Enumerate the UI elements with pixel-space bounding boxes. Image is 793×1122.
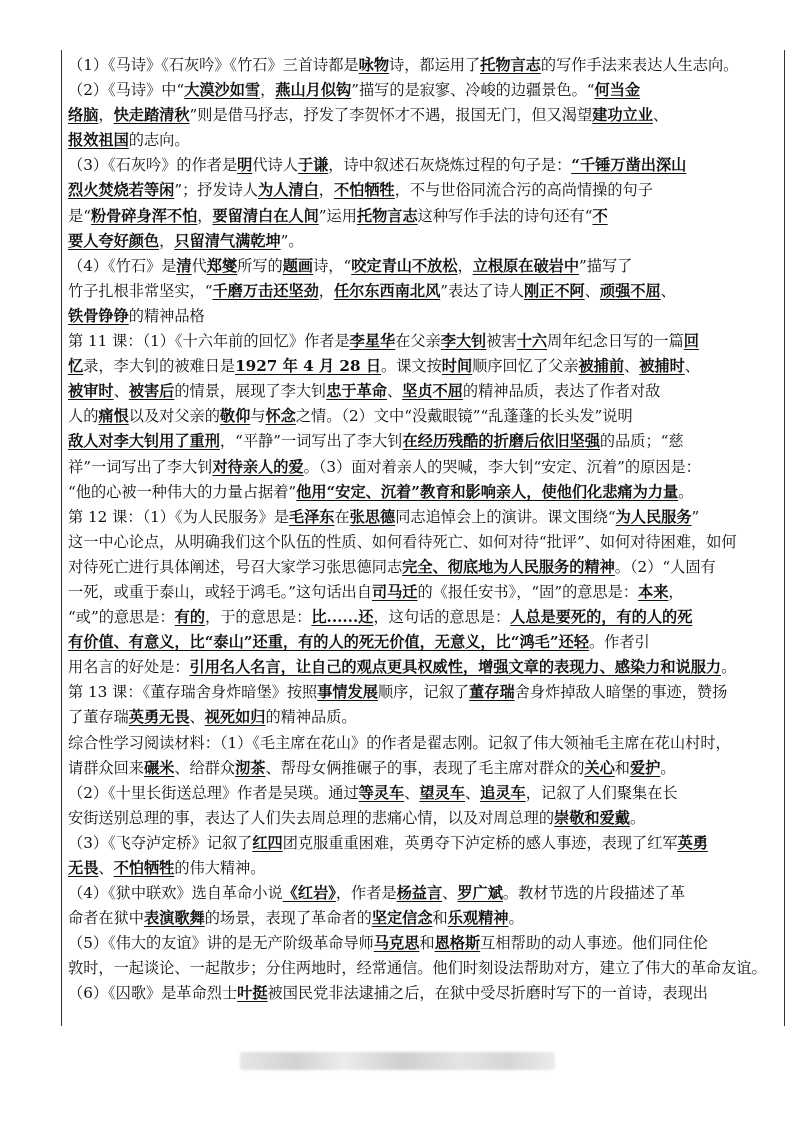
answer-blank: 烈火焚烧若等闲 [68, 181, 175, 200]
answer-blank: 完全、彻底地为人民服务的精神 [402, 557, 615, 576]
text-line [68, 254, 778, 279]
text-line [68, 379, 778, 404]
answer-blank: 托物言志 [356, 206, 418, 225]
text-segment: 、 [652, 106, 669, 125]
answer-blank: 他用“安定、沉着”教育和影响亲人，使他们化悲痛为力量 [296, 482, 679, 501]
text-line [68, 906, 778, 931]
text-line [68, 354, 778, 379]
answer-blank: 铁骨铮铮 [68, 306, 129, 325]
text-segment: 录，李大钊的被难日是 [83, 357, 236, 376]
text-segment: 用名言的好处是： [68, 658, 190, 677]
text-segment: 与 [250, 407, 266, 426]
text-segment: 安街送别总理的事，表达了人们失去周总理的悲痛心情，以及对周总理的 [68, 808, 554, 827]
text-segment: 请群众回来 [68, 758, 144, 777]
text-segment: 、 [624, 357, 640, 376]
text-segment: ，“平静”一词写出了李大钊 [219, 432, 403, 451]
text-line [68, 856, 778, 881]
text-segment: （5）《伟大的友谊》讲的是无产阶级革命导师 [68, 934, 374, 953]
text-segment: ， [457, 256, 473, 275]
text-line [68, 153, 778, 178]
text-line [68, 103, 778, 128]
text-segment: 的《报任安书》，“固”的意思是： [417, 582, 639, 601]
answer-blank: 咬定青山不放松 [351, 256, 458, 275]
text-segment: 祥”一词写出了李大钊 [68, 457, 213, 476]
answer-blank: 恩格斯 [434, 934, 481, 953]
answer-blank: 表演歌舞 [143, 909, 205, 928]
text-line [68, 731, 778, 756]
answer-blank: 十六 [516, 332, 548, 351]
text-segment: 。 [721, 658, 737, 677]
answer-blank: 不怕牺牲 [113, 859, 175, 877]
text-segment: 顺序回忆了父亲 [472, 357, 579, 376]
text-segment: 和 [419, 934, 435, 953]
answer-blank: 爱护 [629, 758, 661, 777]
text-segment: ，于的意思是： [205, 608, 312, 627]
text-segment: 代诗人 [252, 156, 298, 175]
text-segment: 第 13 课： [68, 683, 143, 702]
answer-blank: 叶挺 [237, 984, 268, 1003]
answer-blank: 事情发展 [317, 683, 378, 702]
answer-blank: 罗广斌 [457, 884, 503, 903]
answer-blank: 乐观精神 [447, 909, 509, 928]
worksheet-text [62, 50, 784, 1007]
text-segment: ， [159, 231, 175, 250]
answer-blank: 任尔东西南北风 [333, 281, 441, 300]
text-segment: 。 [678, 482, 694, 501]
text-segment: 、给群众 [174, 758, 236, 777]
text-segment: 第 12 课： [68, 507, 143, 526]
answer-blank: 碾米 [143, 758, 175, 777]
answer-blank: 被捕前 [578, 357, 625, 376]
text-line [68, 404, 778, 429]
answer-blank: 粉骨碎身浑不怕 [90, 206, 198, 225]
text-segment: 了董存瑞 [68, 708, 129, 727]
answer-blank: 咏物 [358, 56, 389, 74]
text-segment: 的写作手法来表达人生志向。 [540, 56, 739, 74]
text-segment: 一死，或重于泰山，或轻于鸿毛。”这句话出自 [68, 582, 372, 601]
text-segment: （1）《为人民服务》是 [142, 507, 289, 526]
text-segment: （4）《竹石》是 [68, 256, 177, 275]
answer-blank: 英勇 [677, 833, 708, 852]
text-segment: 对待死亡进行具体阐述，号召大家学习张思德同志 [68, 557, 403, 576]
text-segment: 、 [386, 382, 403, 401]
text-segment: 在 [334, 507, 350, 526]
answer-blank: 于谦 [297, 156, 329, 175]
text-segment: ”表达了诗人 [440, 281, 524, 300]
text-segment: ，诗中叙述石灰烧炼过程的句子是： [328, 156, 572, 175]
text-line [68, 580, 778, 605]
answer-blank: 立根原在破岩中 [472, 256, 580, 275]
text-segment: 是“ [68, 206, 91, 225]
answer-blank: 为人民服务 [615, 507, 692, 526]
text-segment: 竹子扎根非常坚实，“ [68, 281, 213, 300]
answer-blank: 被捕时 [639, 357, 685, 376]
answer-blank: 望灵车 [419, 783, 465, 802]
text-segment: 、 [189, 708, 205, 727]
text-segment: 、 [464, 783, 481, 802]
text-segment: 的精神品格 [128, 306, 205, 325]
answer-blank: 忠于革命 [326, 382, 387, 401]
answer-blank: 快走踏清秋 [113, 106, 190, 125]
text-segment: 。作者引 [588, 633, 650, 652]
text-line [68, 605, 778, 630]
answer-blank: 郑燮 [206, 256, 238, 275]
answer-blank: 回 [683, 332, 699, 351]
answer-blank: 张思德 [349, 507, 396, 526]
answer-blank: 司马迁 [371, 582, 418, 601]
answer-blank: 有的 [174, 608, 206, 627]
answer-blank: 红四 [252, 833, 283, 852]
text-line [68, 204, 778, 229]
text-segment: 以及对父亲的 [128, 407, 220, 426]
answer-blank: 敬仰 [219, 407, 251, 426]
answer-blank: 坚贞不屈 [402, 382, 463, 401]
text-segment: 所写的 [237, 256, 283, 275]
answer-blank: 在经历残酷的折磨后依旧坚强 [402, 432, 600, 451]
text-line [68, 555, 778, 580]
text-segment: 被害 [486, 332, 517, 351]
text-line [68, 630, 778, 655]
text-segment: ， [318, 281, 334, 300]
text-line [68, 981, 778, 1006]
answer-blank: 李星华 [349, 332, 396, 351]
text-segment: ， [197, 206, 213, 225]
answer-blank: “千锤万凿出深山 [571, 156, 687, 175]
text-segment: ”。 [280, 231, 304, 250]
answer-blank: 比......还 [311, 608, 374, 627]
answer-blank: 清 [176, 256, 192, 275]
text-segment: 同志追悼会上的演讲。课文围绕“ [395, 507, 616, 526]
text-segment: 和 [432, 909, 448, 928]
text-segment: 。 [660, 758, 676, 777]
text-segment: 这种写作手法的诗句还有“ [417, 206, 593, 225]
text-segment: 命者在狱中 [68, 909, 144, 928]
text-segment: 、 [113, 382, 129, 401]
text-segment: 。 [629, 808, 646, 827]
text-segment: 。教材节选的片段描述了革 [502, 884, 686, 903]
text-segment: ， [260, 81, 276, 100]
text-segment: ，这句话的意思是： [373, 608, 511, 627]
answer-blank: 被审时 [68, 382, 114, 401]
text-segment: 的伟大精神。 [174, 859, 266, 877]
text-segment: ， [668, 582, 684, 601]
answer-blank: 只留清气满乾坤 [174, 231, 281, 250]
answer-blank: 马克思 [373, 934, 420, 953]
answer-blank: 1927 年 4 月 28 日 [235, 357, 382, 376]
answer-blank: 被害后 [128, 382, 175, 401]
answer-blank: 关心 [584, 758, 615, 777]
text-segment: 舍身炸掉敌人暗堡的事迹，赞扬 [514, 683, 728, 702]
answer-blank: 明 [237, 156, 253, 175]
text-segment: （3）《石灰吟》的作者是 [68, 156, 238, 175]
text-segment: ，作者是 [335, 884, 397, 903]
answer-blank: 杨益言 [396, 884, 443, 903]
answer-blank: 追灵车 [480, 783, 526, 802]
answer-blank: 托物言志 [480, 56, 541, 74]
answer-blank: 不怕牺牲 [333, 181, 395, 200]
answer-blank: 燕山月似钩 [275, 81, 352, 100]
text-line [68, 455, 778, 480]
text-segment: 这一中心论点，从明确我们这个队伍的性质、如何看待死亡、如何对待“批评”、如何对待困难，如何 [68, 532, 737, 551]
text-line [68, 429, 778, 454]
answer-blank: 沏茶 [235, 758, 266, 777]
text-segment: ”运用 [318, 206, 357, 225]
text-segment: 的精神品质。 [265, 708, 357, 727]
answer-blank: 《红岩》 [282, 884, 336, 903]
text-line [68, 229, 778, 254]
answer-blank: 敌人对李大钊用了重刑 [68, 432, 220, 451]
text-segment: （2）《马诗》中“ [68, 81, 185, 100]
text-segment: “他的心被一种伟大的力量占据着” [68, 482, 297, 501]
answer-blank: 何当金 [594, 81, 641, 100]
text-segment: 互相帮助的动人事迹。他们同住伦 [480, 934, 708, 953]
text-line [68, 705, 778, 730]
text-line [68, 881, 778, 906]
text-segment: （2）《十里长街送总理》作者是吴瑛。通过 [68, 783, 359, 802]
answer-blank: 人总是要死的，有的人的死 [510, 608, 693, 627]
text-segment: 诗，都运用了 [389, 56, 481, 74]
text-line [68, 530, 778, 555]
answer-blank: 时间 [441, 357, 473, 376]
answer-blank: 对待亲人的爱 [212, 457, 304, 476]
text-segment: “或”的意思是： [68, 608, 175, 627]
text-segment: 综合性学习阅读材料：（1）《毛主席在花山》的作者是翟志刚。记叙了伟大领袖毛主席在花山村时， [68, 733, 731, 752]
answer-blank: 报效祖国 [68, 131, 129, 150]
answer-blank: 崇敬和爱戴 [554, 808, 630, 827]
text-segment: 的场景，表现了革命者的 [204, 909, 372, 928]
answer-blank: 英勇无畏 [128, 708, 190, 727]
text-line [68, 178, 778, 203]
text-line [68, 53, 778, 78]
text-segment: 第 11 课： [68, 332, 143, 351]
text-segment: ”描写了 [579, 256, 633, 275]
answer-blank: 董存瑞 [469, 683, 515, 702]
answer-blank: 视死如归 [204, 708, 266, 727]
text-segment: 人的 [68, 407, 99, 426]
answer-blank: 顽强不屈 [599, 281, 661, 300]
text-line [68, 831, 778, 856]
answer-blank: 题画 [282, 256, 314, 275]
text-segment: ，不与世俗同流合污的高尚情操的句子 [394, 181, 653, 200]
text-segment: ” [691, 507, 700, 526]
text-segment: 在父亲 [395, 332, 441, 351]
text-segment: ”；抒发诗人 [174, 181, 259, 200]
text-segment: ，记叙了人们聚集在长 [525, 783, 678, 802]
text-segment: （1）《十六年前的回忆》作者是 [142, 332, 350, 351]
text-segment: ”描写的是寂寥、冷峻的边疆景色。“ [351, 81, 595, 100]
answer-blank: 建功立业 [592, 106, 653, 125]
text-segment: 团克服重重困难，英勇夺下泸定桥的感人事迹，表现了红军 [282, 833, 678, 852]
text-segment: 的情景，展现了李大钊 [174, 382, 327, 401]
text-line [68, 931, 778, 956]
text-segment: 、 [684, 357, 700, 376]
answer-blank: 等灵车 [358, 783, 405, 802]
answer-blank: 不 [592, 206, 608, 225]
text-line [68, 304, 778, 329]
answer-blank: 引用名人名言，让自己的观点更具权威性，增强文章的表现力、感染力和说服力 [189, 658, 722, 677]
text-segment: 诗，“ [313, 256, 352, 275]
text-line [68, 655, 778, 680]
answer-blank: 要留清白在人间 [212, 206, 319, 225]
answer-blank: 要人夸好颜色 [68, 231, 160, 250]
answer-blank: 有价值、有意义，比“泰山”还重，有的人的死无价值，无意义，比“鸿毛”还轻 [68, 633, 589, 652]
answer-blank: 怀念 [265, 407, 296, 426]
text-line [68, 78, 778, 103]
answer-blank: 无畏 [68, 859, 99, 877]
text-line [68, 756, 778, 781]
text-segment: 敦时，一起谈论、一起散步；分住两地时，经常通信。他们时刻设法帮助对方，建立了伟大的革命友谊。 [68, 959, 767, 978]
text-segment: 代 [191, 256, 207, 275]
text-segment: 。（3）面对着亲人的哭喊，李大钊“安定、沉着”的原因是： [303, 457, 701, 476]
answer-blank: 忆 [68, 357, 84, 376]
text-line [68, 329, 778, 354]
text-line [68, 956, 778, 981]
blurred-footer [240, 1052, 555, 1070]
text-line [68, 279, 778, 304]
text-segment: 、 [404, 783, 420, 802]
answer-blank: 痛恨 [98, 407, 129, 426]
text-segment: ”则是借马抒志，抒发了李贺怀才不遇，报国无门，但又渴望 [189, 106, 593, 125]
text-segment: 之情。（2）文中“没戴眼镜”“乱蓬蓬的长头发”说明 [295, 407, 633, 426]
text-segment: 、 [98, 859, 114, 877]
text-segment: 和 [614, 758, 630, 777]
text-segment: 。 [508, 909, 524, 928]
text-segment: 顺序，记叙了 [377, 683, 470, 702]
answer-blank: 本来 [638, 582, 669, 601]
answer-blank: 毛泽东 [288, 507, 335, 526]
text-line [68, 480, 778, 505]
text-segment: （4）《狱中联欢》选自革命小说 [68, 884, 283, 903]
text-line [68, 128, 778, 153]
answer-blank: 为人清白 [258, 181, 319, 200]
text-segment: ， [98, 106, 114, 125]
text-segment: 、 [584, 281, 600, 300]
text-segment: 、 [442, 884, 458, 903]
text-segment: 被国民党非法逮捕之后，在狱中受尽折磨时写下的一首诗，表现出 [267, 984, 708, 1003]
text-segment: 、帮母女俩推碾子的事，表现了毛主席对群众的 [265, 758, 585, 777]
answer-blank: 大漠沙如雪 [184, 81, 261, 100]
worksheet-page [61, 50, 785, 1026]
answer-blank: 刚正不阿 [523, 281, 585, 300]
text-segment: 周年纪念日写的一篇 [547, 332, 684, 351]
text-line [68, 781, 778, 806]
text-segment: （3）《飞夺泸定桥》记叙了 [68, 833, 253, 852]
answer-blank: 千磨万击还坚劲 [212, 281, 319, 300]
text-line [68, 806, 778, 831]
text-segment: （6）《囚歌》是革命烈士 [68, 984, 238, 1003]
text-segment: 的志向。 [128, 131, 190, 150]
text-segment: ， [318, 181, 334, 200]
text-segment: 的精神品质，表达了作者对敌 [462, 382, 661, 401]
text-segment: （1）《马诗》《石灰吟》《竹石》三首诗都是 [68, 56, 359, 74]
text-segment: 《董存瑞舍身炸暗堡》按照 [142, 683, 318, 702]
text-line [68, 680, 778, 705]
text-segment: 的品质；“慈 [599, 432, 684, 451]
text-segment: 、 [660, 281, 676, 300]
answer-blank: 李大钊 [440, 332, 487, 351]
text-line [68, 505, 778, 530]
text-segment: 。（2）“人固有 [614, 557, 716, 576]
answer-blank: 络脑 [68, 106, 99, 125]
answer-blank: 坚定信念 [371, 909, 433, 928]
text-segment: 。课文按 [381, 357, 442, 376]
